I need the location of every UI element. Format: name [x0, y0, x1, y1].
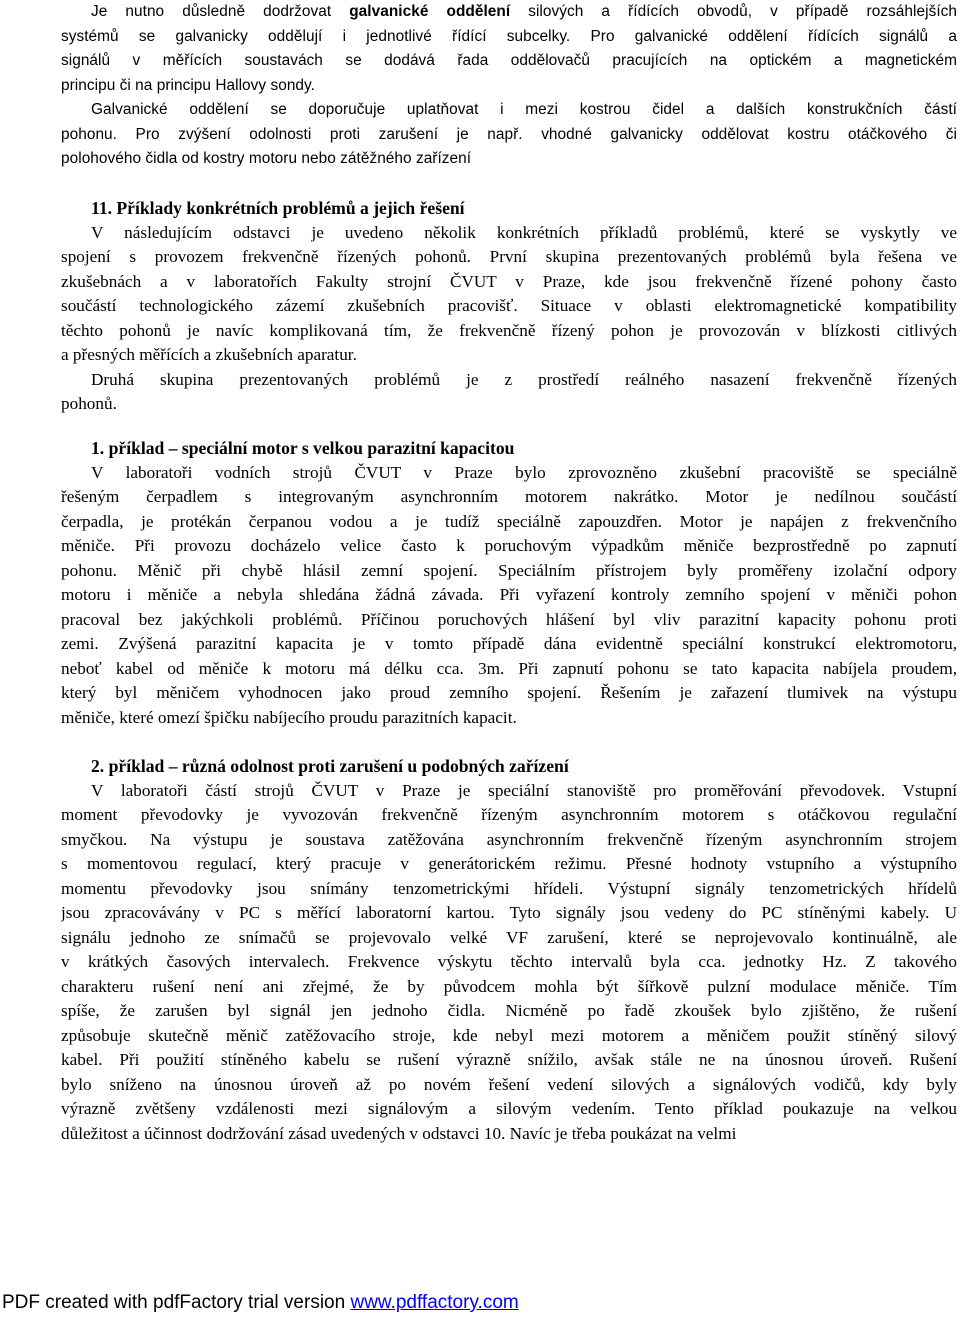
example-2-body — [61, 779, 957, 1147]
section-11-paragraph-2 — [61, 368, 957, 417]
pdf-footer — [2, 1292, 519, 1314]
example-2-line: signálu jednoho ze snímačů se projevovalo velké VF zarušení, které se neprojevovalo kontinuálně, ale — [61, 927, 957, 947]
section-11-p1-line: a přesných měřících a zkušebních aparatur. — [61, 345, 357, 364]
example-2-line: způsobuje skutečně měnič zatěžovacího stroje, kde nebyl mezi motorem a měničem použit stíněný silový — [61, 1025, 957, 1045]
example-1-line: motoru i měniče a nebyla shledána žádná závada. Při vyřazení kontroly zemního spojení v měniči pohon — [61, 585, 957, 604]
example-2-line: moment převodovky je vyvozován frekvenčně řízeným asynchronním motorem s otáčkovou regulační — [61, 805, 957, 824]
example-2-line: V laboratoři částí strojů ČVUT v Praze je speciální stanoviště pro proměřování převodovek. Vstupní — [91, 780, 957, 800]
intro-line-1: Je nutno důsledně dodržovat galvanické oddělení silových a řídících obvodů, v případě rozsáhlejších — [91, 3, 957, 20]
section-11-p1-line: zkušebnách a v laboratořích Fakulty strojní ČVUT v Praze, kde jsou frekvenčně řízené pohony často — [61, 271, 957, 291]
intro-line-3: signálů v měřících soustavách se dodává řada oddělovačů pracujících na optickém a magnetickém — [61, 52, 957, 69]
example-2-heading: 2. příklad – různá odolnost proti zarušení u podobných zařízení — [91, 756, 569, 776]
example-1-line: řešeným čerpadlem s integrovaným asynchronním motorem nakrátko. Motor je nedílnou součástí — [61, 487, 957, 506]
example-2-line: jsou zpracovávány v PC s měřící laboratorní kartou. Tyto signály jsou vedeny do PC stíněnými kabely. U — [61, 903, 957, 922]
galvanic-isolation-emphasis: galvanické oddělení — [349, 3, 511, 20]
example-2-line: charakteru rušení není ani zřejmé, že by původcem mohla být šířkově pulzní modulace měniče. Tím — [61, 976, 957, 996]
example-2-line: s momentovou regulací, který pracuje v generátorickém režimu. Přesné hodnoty vstupního a výstupního — [61, 854, 957, 873]
example-1-line: pracoval bez jakýchkoli problémů. Příčinou poruchových hlášení byl vliv parazitní kapacity pohonu proti — [61, 609, 957, 629]
example-1 — [61, 436, 957, 730]
example-1-line: který byl měničem vyhodnocen jako proud zemního spojení. Řešením je zařazení tlumivek na výstupu — [61, 683, 957, 702]
section-11-p2-line: pohonů. — [61, 394, 117, 413]
example-2 — [61, 754, 957, 1146]
footer-text: PDF created with pdfFactory trial version — [2, 1292, 351, 1313]
section-11-p1-line: spojení s provozem frekvenčně řízených pohonů. První skupina prezentovaných problémů byla řešena ve — [61, 247, 957, 266]
example-2-line: výrazně zvětšeny vzdálenosti mezi signálovým a silovým vedením. Tento příklad poukazuje na velkou — [61, 1099, 957, 1118]
section-11-heading: 11. Příklady konkrétních problémů a jejich řešení — [91, 198, 465, 218]
example-1-line: měniče. Při provozu docházelo velice často k poruchovým výpadkům měniče bezprostředně po zapnutí — [61, 536, 957, 555]
grounding-line-3: polohového čidla od kostry motoru nebo zátěžného zařízení — [61, 150, 472, 167]
example-2-line: v krátkých časových intervalech. Frekvence výskytu těchto intervalů byla cca. jednotky Hz. Z takového — [61, 952, 957, 971]
example-1-line: neboť kabel od měniče k motoru má délku cca. 3m. Při zapnutí pohonu se tato kapacita nabíjela proudem, — [61, 658, 957, 678]
example-1-line: pohonu. Měnič při chybě hlásil zemní spojení. Speciálním přístrojem byly proměřeny izolační odpory — [61, 560, 957, 580]
example-2-line: důležitost a účinnost dodržování zásad uvedených v odstavci 10. Navíc je třeba poukázat na velmi — [61, 1123, 737, 1143]
intro-paragraph — [61, 0, 957, 98]
example-1-line: zemi. Zvýšená parazitní kapacita je v tomto případě dána evidentně speciální konstrukcí elektromotoru, — [61, 634, 957, 653]
section-11-paragraph-1 — [61, 221, 957, 368]
grounding-paragraph — [61, 98, 957, 172]
section-11-p1-line: V následujícím odstavci je uvedeno několik konkrétních příkladů problémů, které se vyskytly ve — [91, 222, 957, 242]
example-2-line: momentu převodovky jsou snímány tenzometrickými hřídeli. Výstupní signály tenzometrických hřídelů — [61, 878, 957, 898]
example-1-line: čerpadla, je protékán čerpanou vodou a je tudíž speciálně zapouzdřen. Motor je napájen z frekvenčního — [61, 511, 957, 531]
intro-line-2: systémů se galvanicky oddělují i jednotlivé řídící subcelky. Pro galvanické oddělení řídících signálů a — [61, 27, 957, 45]
example-1-line: měniče, které omezí špičku nabíjecího proudu parazitních kapacit. — [61, 707, 517, 727]
section-11 — [61, 196, 957, 417]
grounding-line-1: Galvanické oddělení se doporučuje uplatňovat i mezi kostrou čidel a dalších konstrukčních částí — [91, 101, 957, 118]
grounding-line-2: pohonu. Pro zvýšení odolnosti proti zarušení je např. vhodné galvanicky oddělovat kostru otáčkového či — [61, 125, 957, 143]
intro-line-4: principu či na principu Hallovy sondy. — [61, 76, 315, 94]
example-2-line: smyčkou. Na výstupu je soustava zatěžována asynchronním frekvenčně řízeným asynchronním strojem — [61, 829, 957, 849]
section-11-p1-line: součástí technologického zázemí zkušebních pracovišť. Situace v oblasti elektromagnetické kompatibility — [61, 296, 957, 315]
section-11-p1-line: těchto pohonů je navíc komplikovaná tím, že frekvenčně řízený pohon je provozován v blízkosti citlivých — [61, 320, 957, 340]
pdffactory-link[interactable]: www.pdffactory.com — [350, 1292, 519, 1313]
example-2-line: kabel. Při použití stíněného kabelu se rušení výrazně snížilo, avšak stále ne na únosnou úroveň. Rušení — [61, 1050, 957, 1069]
example-1-heading: 1. příklad – speciální motor s velkou parazitní kapacitou — [91, 438, 515, 458]
example-2-line: bylo sníženo na únosnou úroveň až po novém řešení vedení silových a signálových vodičů, kdy byly — [61, 1074, 957, 1094]
example-2-line: spíše, že zarušen byl signál jen jednoho čidla. Nicméně po řadě zkoušek bylo zjištěno, že rušení — [61, 1001, 957, 1020]
example-1-line: V laboratoři vodních strojů ČVUT v Praze bylo zprovozněno zkušební pracoviště se speciálně — [91, 462, 957, 482]
example-1-body — [61, 461, 957, 731]
section-11-p2-line: Druhá skupina prezentovaných problémů je z prostředí reálného nasazení frekvenčně řízených — [91, 369, 957, 389]
